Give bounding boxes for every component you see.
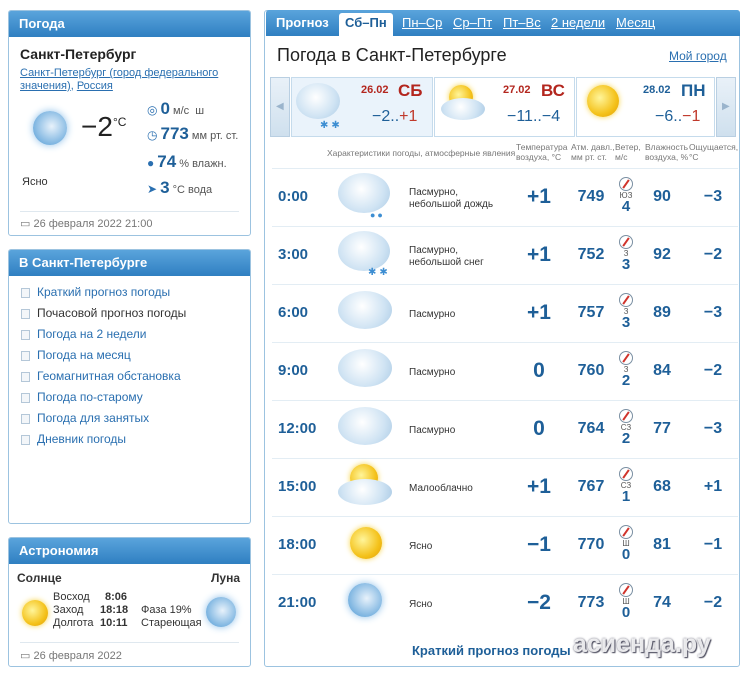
row-temperature: +1 [527,243,551,266]
cloud-icon [338,231,390,271]
row-feels-like: −3 [703,304,723,321]
col-feels: Ощущается, °С [689,142,739,162]
divider [20,642,239,643]
table-row [272,458,738,516]
row-pressure: 752 [577,246,605,263]
page-title: Погода в Санкт-Петербурге [277,45,507,65]
nav-item[interactable]: Погода на 2 недели [9,324,250,345]
next-days-button[interactable] [716,77,736,137]
wind-direction: СЗ [620,481,632,490]
row-feels-like: −2 [703,246,723,263]
arrow-left-icon: ◀ [276,101,284,112]
barometer-icon: ◷ [147,128,158,142]
row-feels-like: −1 [703,536,723,553]
row-feels-like: −3 [703,188,723,205]
tab-mon-wed[interactable]: Пн–Ср [402,15,443,30]
row-feels-like: +1 [703,478,723,495]
wind-rose-icon [619,525,633,539]
humidity-stat: ● 74 % влажн. [147,152,227,171]
wind-stat: ◎ 0 м/с ш [147,99,205,118]
day-name: ПН [681,81,706,100]
wind-rose-icon [619,409,633,423]
city-nav-panel [8,249,251,524]
current-date: ▭ 26 февраля 2022 21:00 [20,218,153,230]
wind-direction: СЗ [620,423,632,432]
table-row [272,342,738,400]
cloud-icon [338,291,392,329]
row-humidity: 90 [653,188,671,205]
row-pressure: 767 [577,478,605,495]
row-pressure: 749 [577,188,605,205]
wind-rose-icon [619,235,633,249]
row-temperature: 0 [533,417,545,440]
city-region: Санкт-Петербург (город федерального значения), Россия [20,67,219,92]
wind-speed: 1 [621,488,631,505]
row-humidity: 68 [653,478,671,495]
moon-phase-icon [206,597,236,627]
city-nav-list [9,282,250,450]
row-wind [614,409,638,446]
row-time: 21:00 [278,594,317,611]
moon-label: Луна [210,571,240,585]
cloud-icon [296,83,340,119]
row-wind [614,177,638,214]
nav-item[interactable]: Погода для занятых [9,408,250,429]
cloud-icon [338,407,392,445]
wind-rose-icon [619,293,633,307]
row-time: 18:00 [278,536,317,553]
nav-item[interactable]: Дневник погоды [9,429,250,450]
row-humidity: 84 [653,362,671,379]
wind-speed: 3 [621,256,631,273]
wind-direction: З [623,365,629,374]
cloud-icon [338,173,390,213]
row-description: Пасмурно [409,309,456,320]
table-row [272,400,738,458]
row-humidity: 92 [653,246,671,263]
drop-icon: ● [147,156,155,170]
row-temperature: −2 [527,591,551,614]
row-temperature: +1 [527,301,551,324]
cloud-icon [338,349,392,387]
watermark: асиенда.ру [573,630,711,658]
tab-wed-fri[interactable]: Ср–Пт [453,15,493,30]
tab-sat-mon[interactable]: Сб–Пн [339,13,393,36]
row-description: Пасмурно [409,425,456,436]
wind-speed: 2 [621,372,631,389]
col-wind: Ветер, м/с [615,142,641,162]
nav-item[interactable]: Погода на месяц [9,345,250,366]
table-row [272,168,738,226]
row-temperature: −1 [527,533,551,556]
moon-icon [33,111,67,145]
water-temp-stat: ➤ 3 °C вода [147,178,213,197]
row-description: Ясно [409,541,433,552]
row-humidity: 81 [653,536,671,553]
row-description: Ясно [409,599,433,610]
city-name: Санкт-Петербург [20,46,137,62]
prev-days-button[interactable] [270,77,290,137]
day-date: 27.02 [503,84,531,96]
moon-phase: Фаза 19% Стареющая [141,604,202,629]
current-weather-panel [8,10,251,236]
forecast-tabs-label: Прогноз [276,15,329,30]
row-pressure: 773 [577,594,605,611]
row-time: 15:00 [278,478,317,495]
row-humidity: 74 [653,594,671,611]
col-temperature: Температура воздуха, °С [516,142,568,162]
col-pressure: Атм. давл., мм рт. ст. [571,142,615,162]
row-description: Пасмурно [409,367,456,378]
day-card-mon[interactable] [576,77,715,137]
current-weather-header: Погода [9,11,250,37]
col-humidity: Влажность воздуха, % [645,142,689,162]
sun-icon [22,600,48,626]
country-link[interactable]: Россия [76,80,113,92]
wind-speed: 3 [621,314,631,331]
wind-rose-icon [619,467,633,481]
footer-short-forecast-link[interactable]: Краткий прогноз погоды [412,643,571,658]
nav-item[interactable]: Краткий прогноз погоды [9,282,250,303]
tab-two-weeks[interactable]: 2 недели [551,15,606,30]
cloud-icon [338,479,392,505]
nav-item[interactable]: Почасовой прогноз погоды [9,303,250,324]
forecast-tabs [266,10,740,36]
divider [20,211,239,212]
wind-speed: 0 [621,546,631,563]
wind-rose-icon [619,583,633,597]
astronomy-date: ▭ 26 февраля 2022 [20,650,122,662]
row-time: 9:00 [278,362,309,379]
arrow-right-icon: ▶ [722,101,730,112]
astronomy-header: Астрономия [9,538,250,564]
row-temperature: +1 [527,185,551,208]
wind-direction: З [623,249,629,258]
raindrop-icon: ●● [370,210,385,220]
tab-month[interactable]: Месяц [616,15,656,30]
table-row [272,516,738,574]
region-link[interactable]: Санкт-Петербург (город федерального значения) [20,67,219,92]
row-description: Пасмурно, небольшой дождь [409,187,494,210]
fish-icon: ➤ [147,182,158,196]
day-name: СБ [398,81,423,100]
day-range: −2..+1 [372,108,418,125]
day-card-sat[interactable] [291,77,433,137]
astronomy-panel [8,537,251,667]
moon-icon [348,583,382,617]
snowflake-icon: ✱✱ [320,120,343,131]
sun-label: Солнце [17,571,62,585]
row-wind [614,351,638,388]
row-wind [614,235,638,272]
sun-times: Восход 8:06 Заход 18:18 Долгота 10:11 [53,591,129,629]
wind-rose-icon [619,351,633,365]
row-humidity: 77 [653,420,671,437]
table-row [272,574,738,632]
day-range: −11..−4 [507,108,561,125]
row-pressure: 770 [577,536,605,553]
row-time: 6:00 [278,304,309,321]
current-condition: Ясно [22,176,48,188]
table-row [272,226,738,284]
wind-icon: ◎ [147,103,158,117]
sun-icon [350,527,382,559]
snowflake-icon: ✱✱ [368,267,391,278]
row-wind [614,467,638,504]
row-humidity: 89 [653,304,671,321]
row-pressure: 757 [577,304,605,321]
wind-direction: ЮЗ [619,191,633,200]
row-time: 12:00 [278,420,317,437]
row-description: Пасмурно, небольшой снег [409,245,484,268]
row-feels-like: −2 [703,594,723,611]
row-wind [614,583,638,620]
wind-rose-icon [619,177,633,191]
col-conditions: Характеристики погоды, атмосферные явления [327,148,516,158]
row-feels-like: −2 [703,362,723,379]
row-temperature: 0 [533,359,545,382]
day-name: ВС [541,81,565,100]
row-temperature: +1 [527,475,551,498]
row-wind [614,525,638,562]
row-feels-like: −3 [703,420,723,437]
day-date: 26.02 [361,84,389,96]
table-row [272,284,738,342]
wind-direction: З [623,307,629,316]
row-time: 3:00 [278,246,309,263]
day-range: −6..−1 [655,108,701,125]
wind-speed: 4 [621,198,631,215]
row-description: Малооблачно [409,483,473,494]
tab-fri-sun[interactable]: Пт–Вс [503,15,541,30]
cloud-icon [441,98,485,120]
my-city-link[interactable]: Мой город [669,49,727,63]
day-date: 28.02 [643,84,671,96]
pressure-stat: ◷ 773 мм рт. ст. [147,124,239,143]
day-card-sun[interactable] [434,77,575,137]
city-nav-header: В Санкт-Петербурге [9,250,250,276]
sun-icon [587,85,619,117]
row-pressure: 764 [577,420,605,437]
wind-speed: 2 [621,430,631,447]
nav-item[interactable]: Погода по-старому [9,387,250,408]
row-time: 0:00 [278,188,309,205]
wind-direction: Ш [622,597,630,606]
current-temperature: $-2^{^\circ C}$ [81,111,127,142]
wind-direction: Ш [622,539,630,548]
nav-item[interactable]: Геомагнитная обстановка [9,366,250,387]
wind-speed: 0 [621,604,631,621]
row-pressure: 760 [577,362,605,379]
row-wind [614,293,638,330]
